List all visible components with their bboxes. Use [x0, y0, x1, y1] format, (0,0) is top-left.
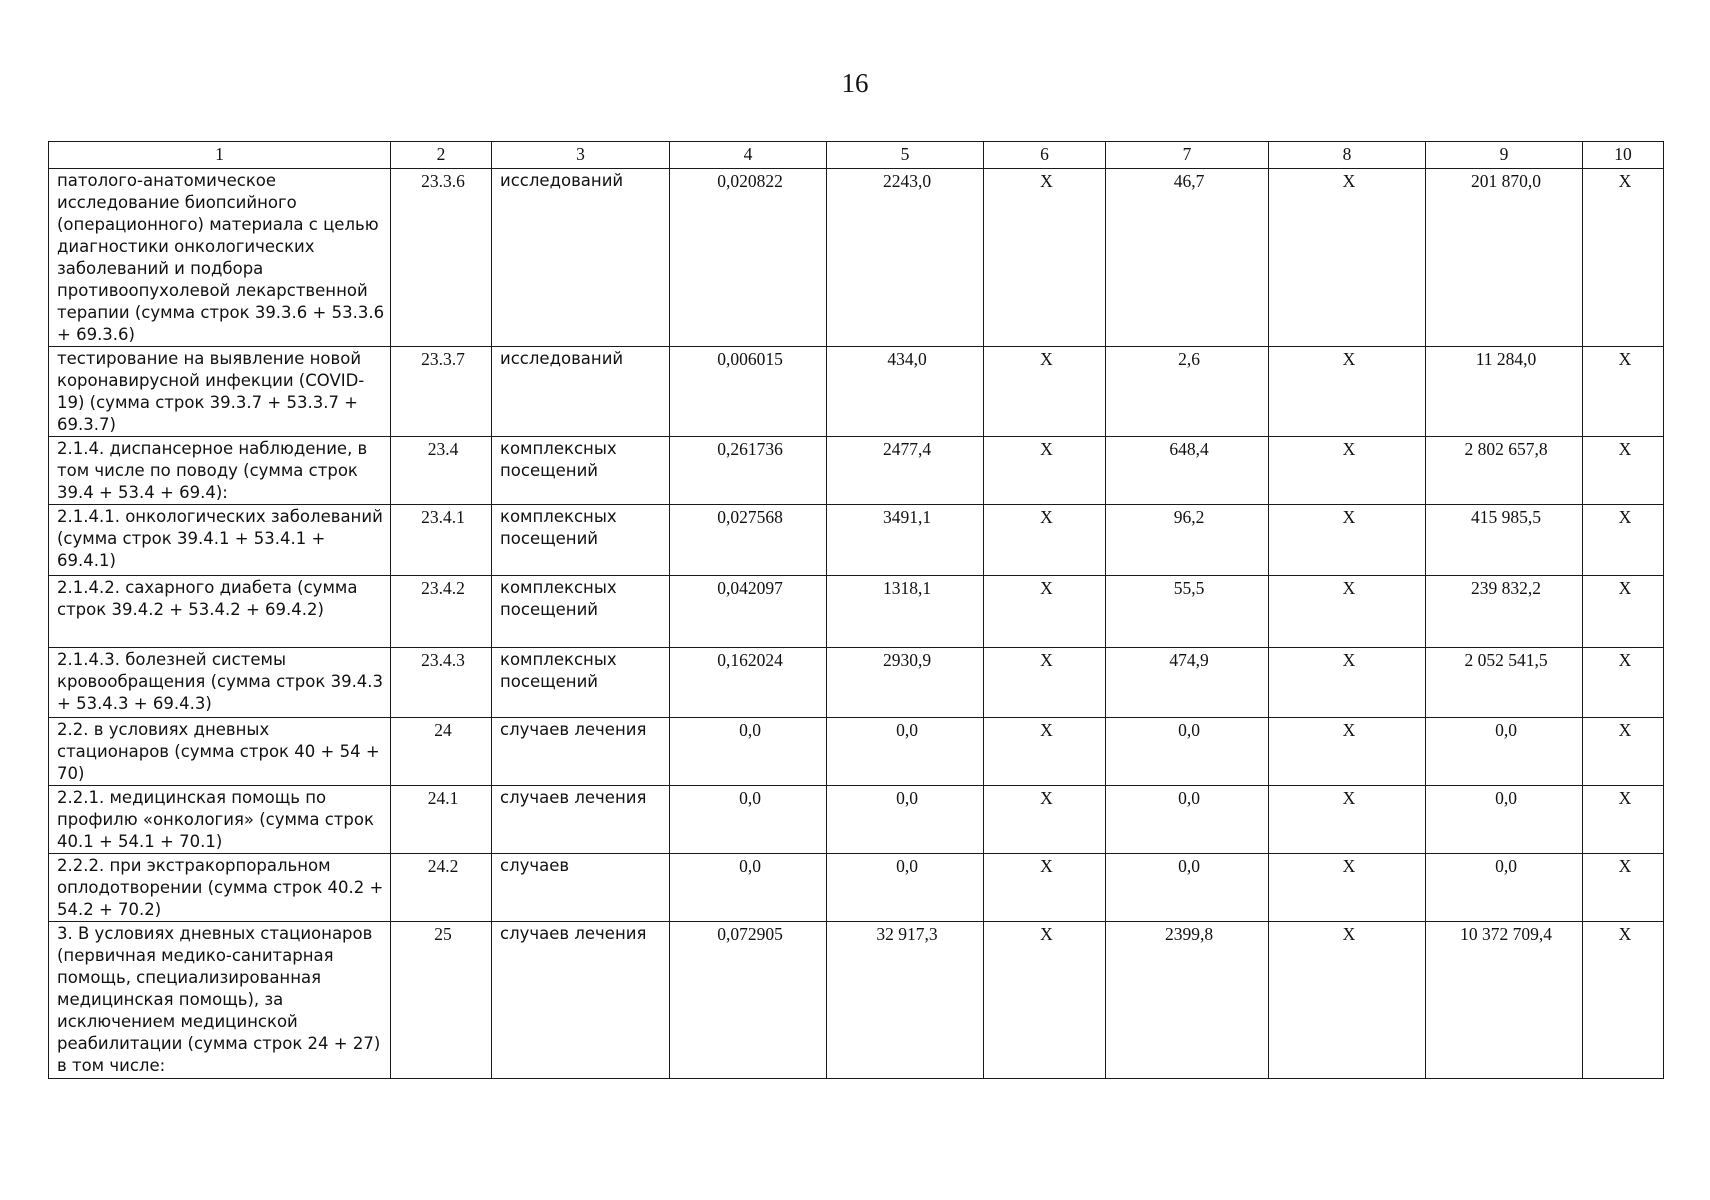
cell-col6: X — [984, 169, 1106, 347]
column-header: 2 — [391, 142, 492, 169]
column-header: 3 — [492, 142, 670, 169]
cell-col5: 0,0 — [827, 786, 984, 854]
cell-col10: X — [1583, 437, 1664, 505]
cell-col5: 32 917,3 — [827, 922, 984, 1079]
cell-col4: 0,0 — [670, 718, 827, 786]
cell-col9: 239 832,2 — [1426, 576, 1583, 648]
cell-col4: 0,020822 — [670, 169, 827, 347]
cell-col10: X — [1583, 505, 1664, 576]
cell-col7: 648,4 — [1106, 437, 1269, 505]
table-row — [49, 786, 1664, 854]
cell-col7: 96,2 — [1106, 505, 1269, 576]
cell-col8: X — [1269, 648, 1426, 718]
cell-col4: 0,261736 — [670, 437, 827, 505]
row-unit: случаев лечения — [492, 718, 670, 786]
cell-col6: X — [984, 437, 1106, 505]
cell-col5: 434,0 — [827, 347, 984, 437]
data-table — [48, 141, 1664, 1079]
row-code: 23.4.1 — [391, 505, 492, 576]
cell-col5: 0,0 — [827, 854, 984, 922]
column-header: 4 — [670, 142, 827, 169]
cell-col4: 0,072905 — [670, 922, 827, 1079]
row-name: 2.1.4. диспансерное наблюдение, в том числе по поводу (сумма строк 39.4 + 53.4 + 69.4): — [49, 437, 391, 505]
table-row — [49, 437, 1664, 505]
cell-col6: X — [984, 576, 1106, 648]
cell-col8: X — [1269, 505, 1426, 576]
cell-col8: X — [1269, 347, 1426, 437]
cell-col7: 46,7 — [1106, 169, 1269, 347]
cell-col7: 0,0 — [1106, 854, 1269, 922]
cell-col7: 2,6 — [1106, 347, 1269, 437]
cell-col8: X — [1269, 576, 1426, 648]
column-header: 9 — [1426, 142, 1583, 169]
column-header: 10 — [1583, 142, 1664, 169]
row-name: 2.1.4.3. болезней системы кровообращения (сумма строк 39.4.3 + 53.4.3 + 69.4.3) — [49, 648, 391, 718]
row-name: 3. В условиях дневных стационаров (первичная медико-санитарная помощь, специализированная медицинская помощь), за исключением медицинской реабилитации (сумма строк 24 + 27) в том числе: — [49, 922, 391, 1079]
cell-col6: X — [984, 505, 1106, 576]
cell-col5: 1318,1 — [827, 576, 984, 648]
cell-col4: 0,027568 — [670, 505, 827, 576]
cell-col9: 11 284,0 — [1426, 347, 1583, 437]
cell-col10: X — [1583, 854, 1664, 922]
cell-col8: X — [1269, 854, 1426, 922]
cell-col8: X — [1269, 437, 1426, 505]
cell-col7: 0,0 — [1106, 786, 1269, 854]
cell-col4: 0,0 — [670, 786, 827, 854]
column-header: 8 — [1269, 142, 1426, 169]
cell-col10: X — [1583, 169, 1664, 347]
row-name: 2.1.4.2. сахарного диабета (сумма строк 39.4.2 + 53.4.2 + 69.4.2) — [49, 576, 391, 648]
row-unit: комплексных посещений — [492, 648, 670, 718]
cell-col5: 2477,4 — [827, 437, 984, 505]
row-name: 2.2.1. медицинская помощь по профилю «онкология» (сумма строк 40.1 + 54.1 + 70.1) — [49, 786, 391, 854]
cell-col9: 0,0 — [1426, 786, 1583, 854]
table-row — [49, 648, 1664, 718]
row-unit: исследований — [492, 347, 670, 437]
column-header: 5 — [827, 142, 984, 169]
row-name: патолого-анатомическое исследование биопсийного (операционного) материала с целью диагностики онкологических заболеваний и подбора противоопухолевой лекарственной терапии (сумма строк 39.3.6 + 53.3.6 + 69.3.6) — [49, 169, 391, 347]
cell-col9: 2 802 657,8 — [1426, 437, 1583, 505]
column-number-row — [49, 142, 1664, 169]
row-code: 24 — [391, 718, 492, 786]
table-row — [49, 169, 1664, 347]
table-row — [49, 922, 1664, 1079]
table-row — [49, 505, 1664, 576]
cell-col5: 0,0 — [827, 718, 984, 786]
cell-col4: 0,042097 — [670, 576, 827, 648]
page-number: 16 — [841, 68, 869, 98]
cell-col10: X — [1583, 922, 1664, 1079]
cell-col6: X — [984, 347, 1106, 437]
row-code: 23.4 — [391, 437, 492, 505]
cell-col8: X — [1269, 922, 1426, 1079]
cell-col10: X — [1583, 648, 1664, 718]
row-code: 23.3.7 — [391, 347, 492, 437]
row-name: 2.2. в условиях дневных стационаров (сумма строк 40 + 54 + 70) — [49, 718, 391, 786]
cell-col9: 201 870,0 — [1426, 169, 1583, 347]
cell-col7: 0,0 — [1106, 718, 1269, 786]
row-name: 2.2.2. при экстракорпоральном оплодотворении (сумма строк 40.2 + 54.2 + 70.2) — [49, 854, 391, 922]
row-code: 25 — [391, 922, 492, 1079]
cell-col4: 0,0 — [670, 854, 827, 922]
cell-col9: 0,0 — [1426, 718, 1583, 786]
cell-col7: 474,9 — [1106, 648, 1269, 718]
cell-col9: 415 985,5 — [1426, 505, 1583, 576]
cell-col6: X — [984, 922, 1106, 1079]
row-unit: комплексных посещений — [492, 505, 670, 576]
row-name: тестирование на выявление новой коронавирусной инфекции (COVID-19) (сумма строк 39.3.7 + 53.3.7 + 69.3.7) — [49, 347, 391, 437]
row-code: 23.4.2 — [391, 576, 492, 648]
cell-col5: 2243,0 — [827, 169, 984, 347]
row-name: 2.1.4.1. онкологических заболеваний (сумма строк 39.4.1 + 53.4.1 + 69.4.1) — [49, 505, 391, 576]
cell-col8: X — [1269, 169, 1426, 347]
cell-col9: 2 052 541,5 — [1426, 648, 1583, 718]
column-header: 7 — [1106, 142, 1269, 169]
row-unit: комплексных посещений — [492, 576, 670, 648]
row-code: 23.4.3 — [391, 648, 492, 718]
cell-col6: X — [984, 854, 1106, 922]
row-unit: случаев — [492, 854, 670, 922]
table-row — [49, 854, 1664, 922]
cell-col8: X — [1269, 718, 1426, 786]
cell-col4: 0,006015 — [670, 347, 827, 437]
cell-col10: X — [1583, 718, 1664, 786]
cell-col10: X — [1583, 786, 1664, 854]
row-unit: случаев лечения — [492, 922, 670, 1079]
row-unit: исследований — [492, 169, 670, 347]
cell-col5: 3491,1 — [827, 505, 984, 576]
cell-col5: 2930,9 — [827, 648, 984, 718]
cell-col7: 55,5 — [1106, 576, 1269, 648]
cell-col6: X — [984, 718, 1106, 786]
cell-col10: X — [1583, 347, 1664, 437]
cell-col6: X — [984, 648, 1106, 718]
row-unit: случаев лечения — [492, 786, 670, 854]
cell-col4: 0,162024 — [670, 648, 827, 718]
row-unit: комплексных посещений — [492, 437, 670, 505]
table-row — [49, 576, 1664, 648]
column-header: 1 — [49, 142, 391, 169]
row-code: 24.1 — [391, 786, 492, 854]
cell-col9: 0,0 — [1426, 854, 1583, 922]
table-row — [49, 347, 1664, 437]
cell-col6: X — [984, 786, 1106, 854]
cell-col10: X — [1583, 576, 1664, 648]
cell-col8: X — [1269, 786, 1426, 854]
column-header: 6 — [984, 142, 1106, 169]
row-code: 23.3.6 — [391, 169, 492, 347]
row-code: 24.2 — [391, 854, 492, 922]
table-row — [49, 718, 1664, 786]
cell-col9: 10 372 709,4 — [1426, 922, 1583, 1079]
cell-col7: 2399,8 — [1106, 922, 1269, 1079]
